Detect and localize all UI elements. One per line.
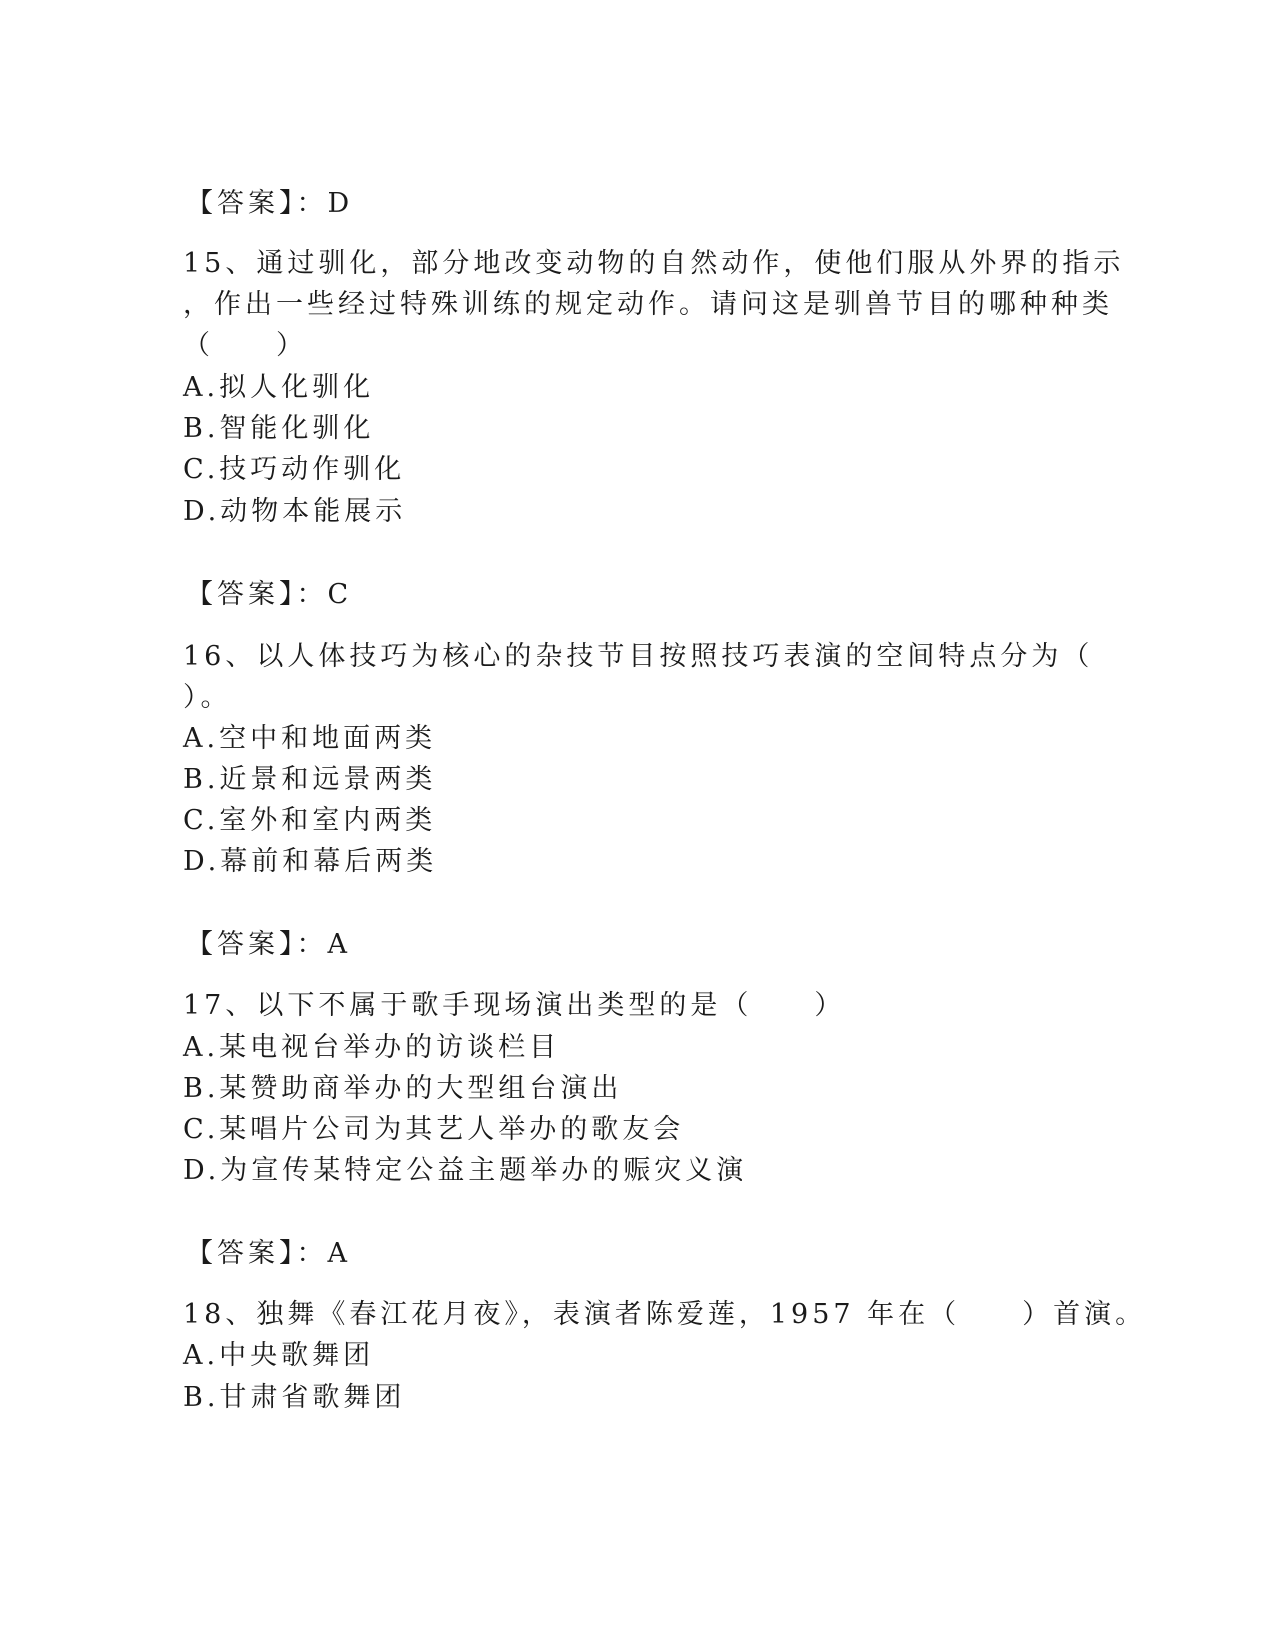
question-18-stem-line-1: 18、独舞《春江花月夜》，表演者陈爱莲，1957 年在（ ）首演。 — [183, 1299, 1147, 1330]
question-16-option-d: D.幕前和幕后两类 — [183, 846, 438, 877]
question-15-option-a: A.拟人化驯化 — [183, 372, 375, 403]
answer-15: 【答案】：C — [186, 579, 353, 610]
question-15-option-b: B.智能化驯化 — [183, 413, 375, 444]
answer-16: 【答案】：A — [186, 929, 351, 960]
question-16-stem-line-1: 16、以人体技巧为核心的杂技节目按照技巧表演的空间特点分为（ — [183, 641, 1094, 672]
question-17-stem-line-1: 17、以下不属于歌手现场演出类型的是（ ） — [183, 990, 846, 1021]
question-18-option-a: A.中央歌舞团 — [183, 1340, 375, 1371]
answer-17: 【答案】：A — [186, 1238, 351, 1269]
question-15-stem-line-1: 15、通过驯化，部分地改变动物的自然动作，使他们服从外界的指示 — [183, 248, 1125, 279]
question-15-stem-line-2: ，作出一些经过特殊训练的规定动作。请问这是驯兽节目的哪种种类 — [183, 289, 1113, 320]
question-16-option-c: C.室外和室内两类 — [183, 805, 437, 836]
answer-14: 【答案】：D — [186, 188, 354, 219]
question-17-option-b: B.某赞助商举办的大型组台演出 — [183, 1073, 623, 1104]
question-17-option-d: D.为宣传某特定公益主题举办的赈灾义演 — [183, 1155, 748, 1186]
question-15-option-c: C.技巧动作驯化 — [183, 454, 406, 485]
question-18-option-b: B.甘肃省歌舞团 — [183, 1382, 406, 1413]
question-16-option-b: B.近景和远景两类 — [183, 764, 437, 795]
question-15-stem-line-3: （ ） — [183, 330, 307, 361]
question-17-option-a: A.某电视台举办的访谈栏目 — [183, 1032, 561, 1063]
question-17-option-c: C.某唱片公司为其艺人举办的歌友会 — [183, 1114, 685, 1145]
question-16-stem-line-2: ）。 — [183, 682, 232, 713]
question-16-option-a: A.空中和地面两类 — [183, 723, 437, 754]
question-15-option-d: D.动物本能展示 — [183, 496, 407, 527]
